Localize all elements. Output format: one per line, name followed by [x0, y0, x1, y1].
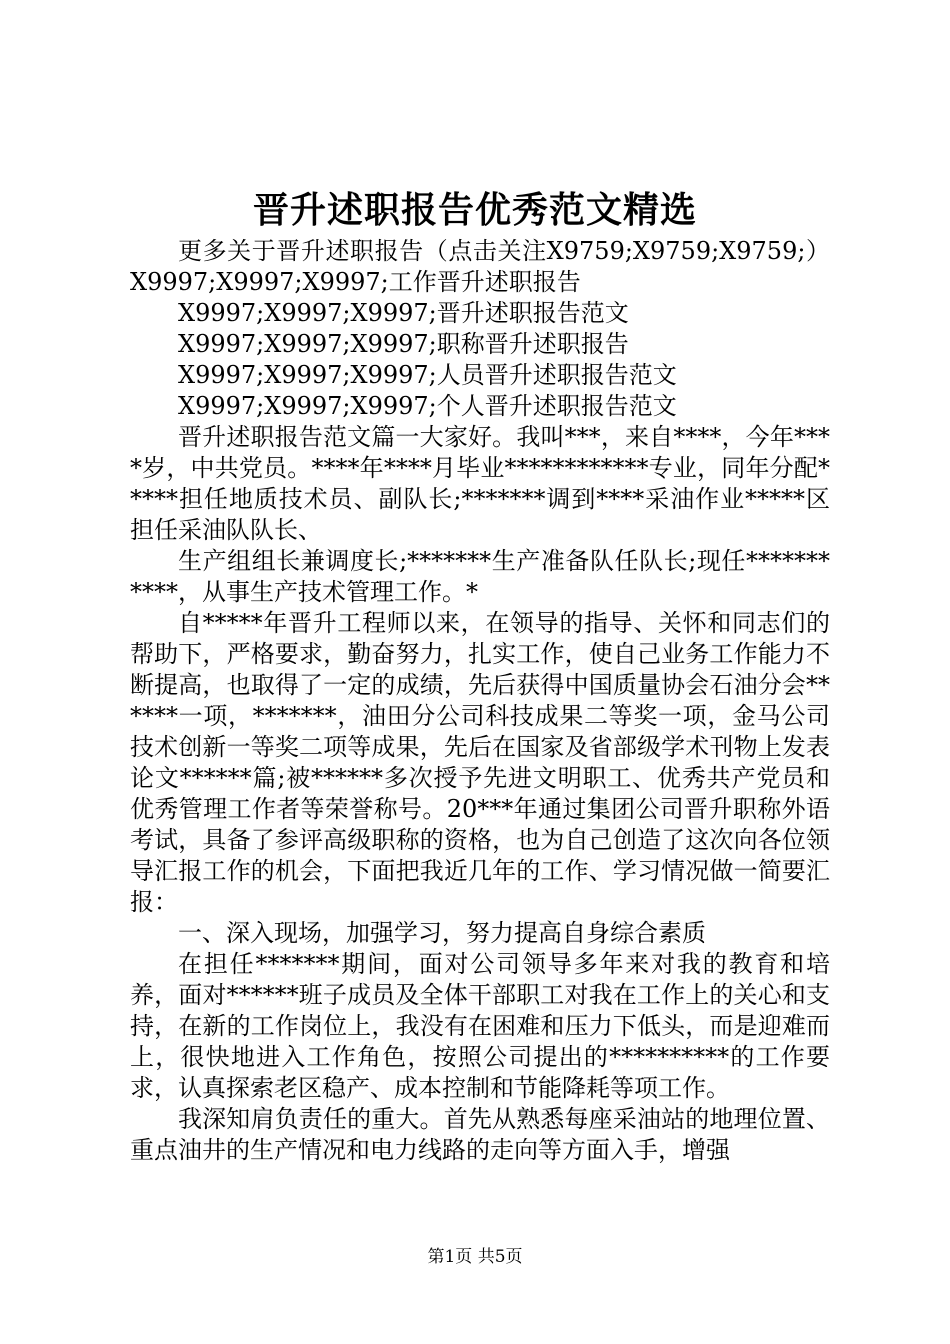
- paragraph-current-role: 生产组组长兼调度长;*******生产准备队任队长;现任***********，从事生产技术管理工作。*: [130, 547, 830, 606]
- paragraph-intro: 晋升述职报告范文篇一大家好。我叫***，来自****，今年****岁，中共党员。****年****月毕业************专业，同年分配*****担任地质技术员、副队长;*******调到****采油作业*****区担任采油队队长、: [130, 423, 830, 544]
- paragraph-work-attitude: 在担任*******期间，面对公司领导多年来对我的教育和培养，面对******班子成员及全体干部职工对我在工作上的关心和支持，在新的工作岗位上，我没有在困难和压力下低头，而是迎难而上，很快地进入工作角色，按照公司提出的**********的工作要求，认真探索老区稳产、成本控制和节能降耗等项工作。: [130, 950, 830, 1102]
- page-footer: 第1页 共5页: [427, 1247, 523, 1267]
- paragraph-related-links: 更多关于晋升述职报告（点击关注X9759;X9759;X9759;）X9997;X9997;X9997;工作晋升述职报告: [130, 237, 830, 296]
- document-body: [130, 236, 830, 1166]
- paragraph-related-link-3: X9997;X9997;X9997;职称晋升述职报告: [178, 330, 629, 358]
- paragraph-responsibility: 我深知肩负责任的重大。首先从熟悉每座采油站的地理位置、重点油井的生产情况和电力线路的走向等方面入手，增强: [130, 1105, 830, 1164]
- paragraph-related-link-5: X9997;X9997;X9997;个人晋升述职报告范文: [178, 392, 677, 420]
- document-title: 晋升述职报告优秀范文精选: [252, 189, 697, 231]
- paragraph-related-link-4: X9997;X9997;X9997;人员晋升述职报告范文: [178, 361, 677, 389]
- section-heading-1: 一、深入现场，加强学习，努力提高自身综合素质: [178, 919, 706, 947]
- paragraph-related-link-2: X9997;X9997;X9997;晋升述职报告范文: [178, 299, 629, 327]
- paragraph-achievements: 自*****年晋升工程师以来，在领导的指导、关怀和同志们的帮助下，严格要求，勤奋努力，扎实工作，使自己业务工作能力不断提高，也取得了一定的成绩，先后获得中国质量协会石油分会******一项，*******，油田分公司科技成果二等奖一项，金马公司技术创新一等奖二项等成果，先后在国家及省部级学术刊物上发表论文******篇;被******多次授予先进文明职工、优秀共产党员和优秀管理工作者等荣誉称号。20***年通过集团公司晋升职称外语考试，具备了参评高级职称的资格，也为自己创造了这次向各位领导汇报工作的机会，下面把我近几年的工作、学习情况做一简要汇报：: [130, 609, 830, 916]
